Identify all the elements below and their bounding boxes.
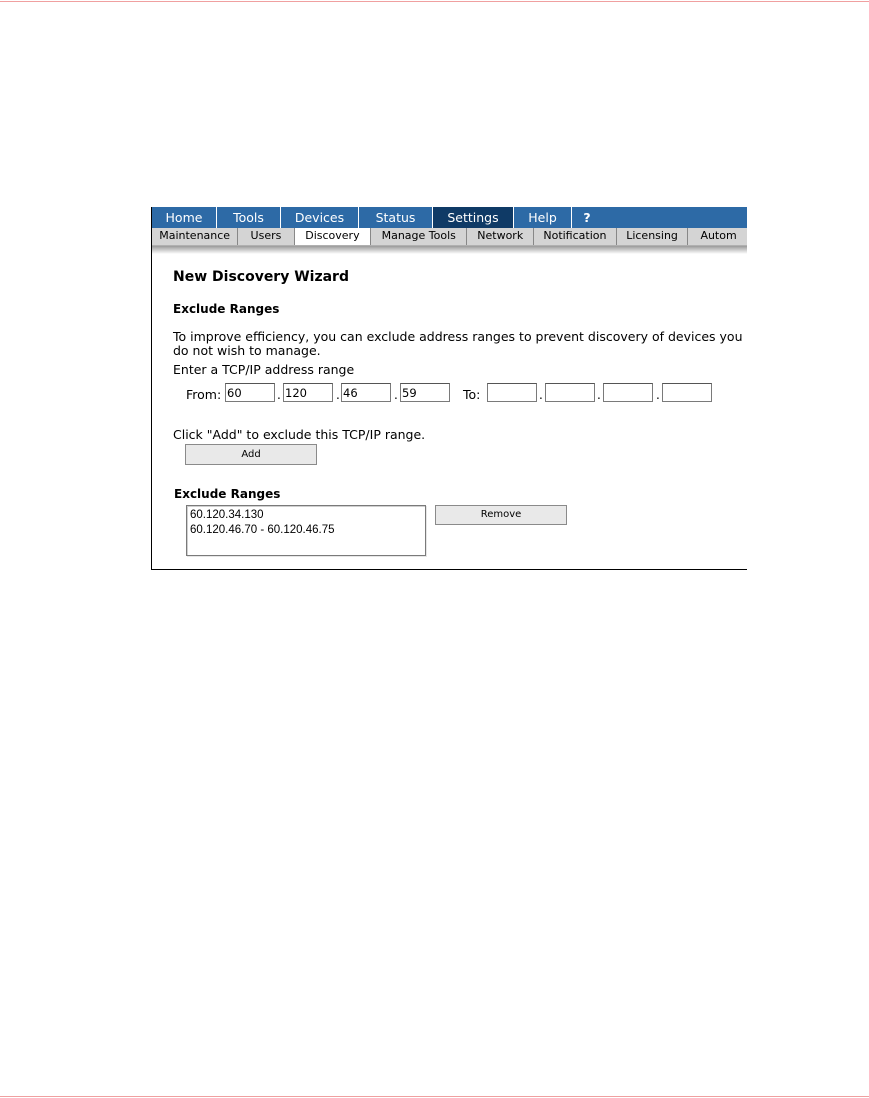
bottom-rule [0,1096,869,1097]
add-button[interactable]: Add [185,444,317,465]
from-label: From: [186,387,222,402]
nav-tab-settings[interactable]: Settings [433,207,514,228]
nav-tab-tools[interactable]: Tools [217,207,281,228]
subnav-tab-maintenance[interactable]: Maintenance [152,228,238,245]
subnav-tab-network[interactable]: Network [467,228,534,245]
nav-tab-home[interactable]: Home [152,207,217,228]
section-title: Exclude Ranges [173,302,280,316]
to-ip-octet-3[interactable] [603,383,653,402]
subnav-tab-licensing[interactable]: Licensing [617,228,689,245]
exclude-ranges-list[interactable] [186,505,426,556]
to-ip-octet-2[interactable] [545,383,595,402]
to-ip-octet-4[interactable] [662,383,712,402]
help-question-icon[interactable]: ? [583,210,591,225]
list-item[interactable]: 60.120.46.70 - 60.120.46.75 [190,524,335,536]
discovery-panel [151,207,747,570]
list-item[interactable]: 60.120.34.130 [190,509,264,521]
from-ip-octet-4[interactable] [400,383,450,402]
add-instructions: Click "Add" to exclude this TCP/IP range. [173,427,426,442]
to-ip-octet-1[interactable] [487,383,537,402]
subnav-tab-discovery[interactable]: Discovery [295,228,372,245]
from-ip-octet-3[interactable] [341,383,391,402]
ip-separator: . [394,388,398,402]
top-rule [0,1,869,2]
ip-separator: . [277,388,281,402]
nav-tab-help[interactable]: Help [514,207,572,228]
from-ip-octet-2[interactable] [283,383,333,402]
from-ip-octet-1[interactable] [225,383,275,402]
subnav-tab-users[interactable]: Users [238,228,294,245]
enter-range-label: Enter a TCP/IP address range [173,362,355,377]
nav-tab-status[interactable]: Status [359,207,433,228]
ip-separator: . [336,388,340,402]
ip-separator: . [539,388,543,402]
wizard-content [152,207,747,569]
to-label: To: [463,387,481,402]
description-text: To improve efficiency, you can exclude address ranges to prevent discovery of devices you do not wish to manage. [173,329,743,358]
nav-tab-devices[interactable]: Devices [281,207,359,228]
page-title: New Discovery Wizard [173,269,349,285]
subnav-tab-notification[interactable]: Notification [534,228,616,245]
exclude-ranges-label: Exclude Ranges [174,487,281,501]
ip-separator: . [656,388,660,402]
subnav-tab-manage-tools[interactable]: Manage Tools [371,228,467,245]
subnav-tab-autom[interactable]: Autom [700,229,737,242]
ip-separator: . [597,388,601,402]
remove-button[interactable]: Remove [435,505,567,525]
